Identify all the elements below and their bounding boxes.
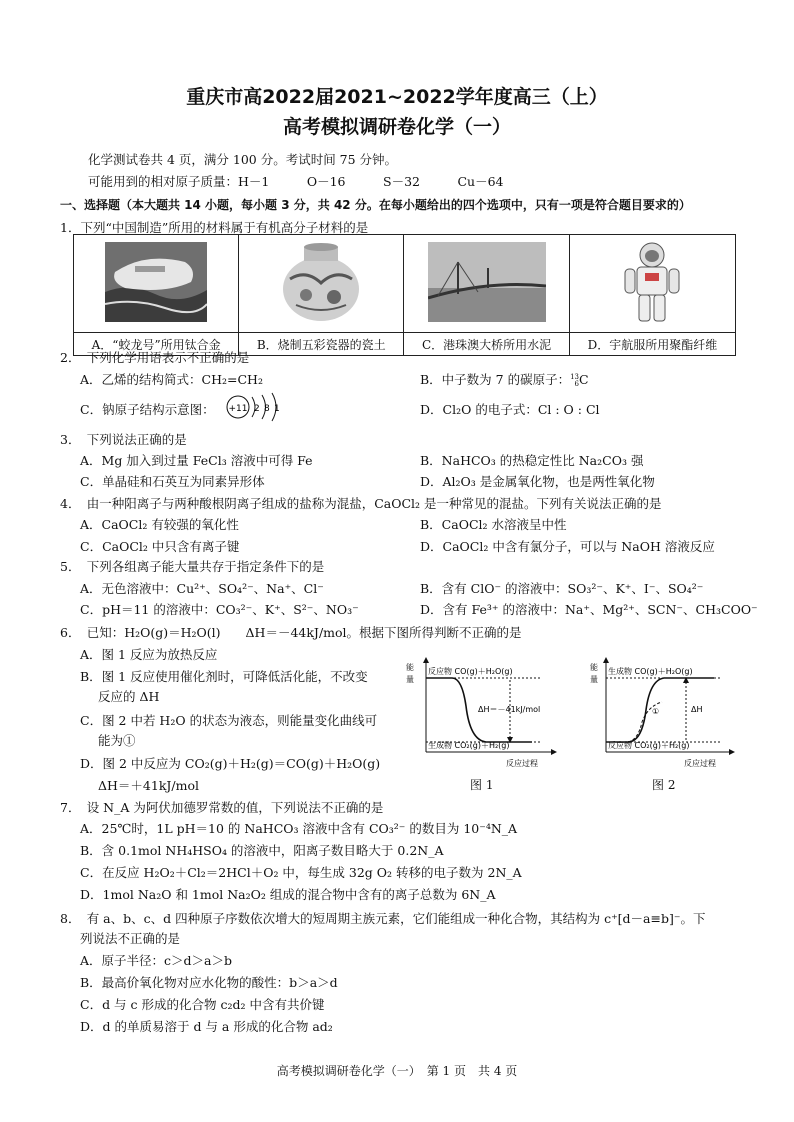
fig2-xlabel: 反应过程 — [684, 759, 716, 768]
section-heading: 一、选择题（本大题共 14 小题，每小题 3 分，共 42 分。在每小题给出的四个选项中，只有一项是符合题目要求的） — [60, 198, 691, 212]
intro-line1: 化学测试卷共 4 页，满分 100 分。考试时间 75 分钟。 — [88, 152, 398, 167]
porcelain-jar-image — [276, 239, 366, 325]
q3-option-a: A．Mg 加入到过量 FeCl₃ 溶液中可得 Fe — [80, 453, 313, 468]
fig2-curve-mark: ① — [652, 707, 660, 716]
q7-option-c: C．在反应 H₂O₂＋Cl₂＝2HCl＋O₂ 中，每生成 32g O₂ 转移的电子数为 2N_A — [80, 865, 522, 880]
fig1-caption: 图 1 — [470, 778, 494, 792]
bridge-image — [428, 242, 546, 322]
q8-option-b: B．最高价氧化物对应水化物的酸性：b＞a＞d — [80, 975, 338, 990]
q2-option-d — [420, 400, 600, 418]
q5-option-b: B．含有 ClO⁻ 的溶液中：SO₃²⁻、K⁺、I⁻、SO₄²⁻ — [420, 581, 704, 596]
q1-stem: 1．下列“中国制造”所用的材料属于有机高分子材料的是 — [60, 220, 369, 235]
shell-1-count: 2 — [254, 404, 260, 414]
q2-isotope-numbers — [570, 374, 579, 388]
q1-option-a: A．“蛟龙号”所用钛合金 — [74, 333, 239, 356]
q2-stem: 2． 下列化学用语表示不正确的是 — [60, 350, 250, 365]
q1-image-c — [404, 235, 570, 333]
q8-option-a: A．原子半径：c＞d＞a＞b — [80, 953, 232, 968]
q8-stem-line1: 8． 有 a、b、c、d 四种原子序数依次增大的短周期主族元素，它们能组成一种化合物，其结构为 c⁺[d－a≡b]⁻。下 — [60, 911, 706, 926]
q1-image-d — [569, 235, 735, 333]
q8-option-d: D．d 的单质易溶于 d 与 a 形成的化合物 ad₂ — [80, 1019, 333, 1034]
q5-stem: 5． 下列各组离子能大量共存于指定条件下的是 — [60, 559, 325, 574]
intro-line2: 可能用到的相对原子质量：H－1 O－16 S－32 Cu－64 — [88, 174, 504, 189]
q7-option-b: B．含 0.1mol NH₄HSO₄ 的溶液中，阳离子数目略大于 0.2N_A — [80, 843, 444, 858]
q4-option-c: C．CaOCl₂ 中只含有离子键 — [80, 539, 240, 554]
figure-2-energy-diagram — [588, 656, 738, 774]
shell-3-count: 1 — [274, 404, 280, 414]
q5-option-a: A．无色溶液中：Cu²⁺、SO₄²⁻、Na⁺、Cl⁻ — [80, 581, 324, 596]
q1-option-d: D．宇航服所用聚酯纤维 — [569, 333, 735, 356]
q3-option-d: D．Al₂O₃ 是金属氧化物，也是两性氧化物 — [420, 474, 655, 489]
q8-stem-line2: 列说法不正确的是 — [80, 931, 181, 946]
spacesuit-image — [617, 239, 687, 325]
q4-option-d: D．CaOCl₂ 中含有氯分子，可以与 NaOH 溶液反应 — [420, 539, 715, 554]
q2-mass-number: 13 — [570, 372, 580, 381]
q1-image-a — [74, 235, 239, 333]
fig2-dh-label: ΔH — [691, 705, 703, 714]
q7-option-a: A．25℃时，1L pH＝10 的 NaHCO₃ 溶液中含有 CO₃²⁻ 的数目为 10⁻⁴N_A — [80, 821, 518, 836]
q6-option-d-line2: ΔH＝＋41kJ/mol — [98, 778, 200, 793]
q8-option-c: C．d 与 c 形成的化合物 c₂d₂ 中含有共价键 — [80, 997, 325, 1012]
q1-image-table — [73, 234, 736, 356]
q2-option-d-text: D．Cl₂O 的电子式： — [420, 402, 538, 417]
fig2-bottom-label: 反应物 CO₂(g)＋H₂(g) — [608, 741, 690, 750]
q5-option-d: D．含有 Fe³⁺ 的溶液中：Na⁺、Mg²⁺、SCN⁻、CH₃COO⁻ — [420, 602, 758, 617]
shell-2-count: 8 — [264, 404, 270, 414]
q2-electron-formula: Cl : O : Cl — [537, 402, 600, 417]
q4-option-a: A．CaOCl₂ 有较强的氧化性 — [80, 517, 239, 532]
q3-stem: 3． 下列说法正确的是 — [60, 432, 187, 447]
q7-stem: 7． 设 N_A 为阿伏加德罗常数的值，下列说法不正确的是 — [60, 800, 384, 815]
q3-option-c: C．单晶硅和石英互为同素异形体 — [80, 474, 265, 489]
q6-stem: 6． 已知：H₂O(g)＝H₂O(l) ΔH＝－44kJ/mol。根据下图所得判断不正确的是 — [60, 625, 522, 640]
q1-option-b: B．烧制五彩瓷器的瓷土 — [239, 333, 404, 356]
q1-image-b — [239, 235, 404, 333]
q2-atomic-number: 6 — [574, 379, 580, 388]
page-footer: 高考模拟调研卷化学（一） 第 1 页 共 4 页 — [276, 1064, 518, 1078]
q7-option-d: D．1mol Na₂O 和 1mol Na₂O₂ 组成的混合物中含有的离子总数为 6N_A — [80, 887, 496, 902]
q2-option-c: C．钠原子结构示意图： — [80, 402, 215, 417]
q6-option-c-line1: C．图 2 中若 H₂O 的状态为液态，则能量变化曲线可 — [80, 713, 378, 728]
q2-option-b — [420, 370, 589, 388]
fig2-ylabel-1: 能 — [590, 663, 598, 672]
q6-option-b-line1: B．图 1 反应使用催化剂时，可降低活化能，不改变 — [80, 669, 368, 684]
q1-option-c: C．港珠澳大桥所用水泥 — [404, 333, 570, 356]
q6-option-a: A．图 1 反应为放热反应 — [80, 647, 218, 662]
fig1-bottom-label: 生成物 CO₂(g)＋H₂(g) — [428, 741, 510, 750]
fig1-ylabel-2: 量 — [406, 675, 414, 684]
fig1-dh-label: ΔH＝－41kJ/mol — [478, 705, 541, 714]
q2-option-a: A．乙烯的结构简式：CH₂=CH₂ — [80, 372, 263, 387]
fig1-xlabel: 反应过程 — [506, 759, 538, 768]
page-title-line2: 高考模拟调研卷化学（一） — [282, 116, 511, 138]
figure-1-energy-diagram — [402, 656, 562, 774]
page-title-line1: 重庆市高2022届2021~2022学年度高三（上） — [186, 86, 608, 108]
q6-option-c-line2: 能为① — [98, 733, 136, 748]
fig1-top-label: 反应物 CO(g)＋H₂O(g) — [428, 667, 513, 676]
q2-element-symbol: C — [579, 372, 589, 387]
q3-option-b: B．NaHCO₃ 的热稳定性比 Na₂CO₃ 强 — [420, 453, 644, 468]
q2-option-b-text: B．中子数为 7 的碳原子： — [420, 372, 571, 387]
q4-option-b: B．CaOCl₂ 水溶液呈中性 — [420, 517, 567, 532]
fig2-ylabel-2: 量 — [590, 675, 598, 684]
fig1-ylabel-1: 能 — [406, 663, 414, 672]
sodium-atom-diagram — [225, 392, 287, 422]
q6-option-b-line2: 反应的 ΔH — [98, 689, 160, 704]
nucleus-label: +11 — [228, 404, 248, 414]
fig2-top-label: 生成物 CO(g)＋H₂O(g) — [608, 667, 693, 676]
submersible-image — [105, 242, 207, 322]
q5-option-c: C．pH＝11 的溶液中：CO₃²⁻、K⁺、S²⁻、NO₃⁻ — [80, 602, 359, 617]
q6-option-d-line1: D．图 2 中反应为 CO₂(g)＋H₂(g)＝CO(g)＋H₂O(g) — [80, 756, 381, 771]
q4-stem: 4． 由一种阳离子与两种酸根阴离子组成的盐称为混盐，CaOCl₂ 是一种常见的混盐。下列有关说法正确的是 — [60, 496, 662, 511]
fig2-caption: 图 2 — [652, 778, 676, 792]
